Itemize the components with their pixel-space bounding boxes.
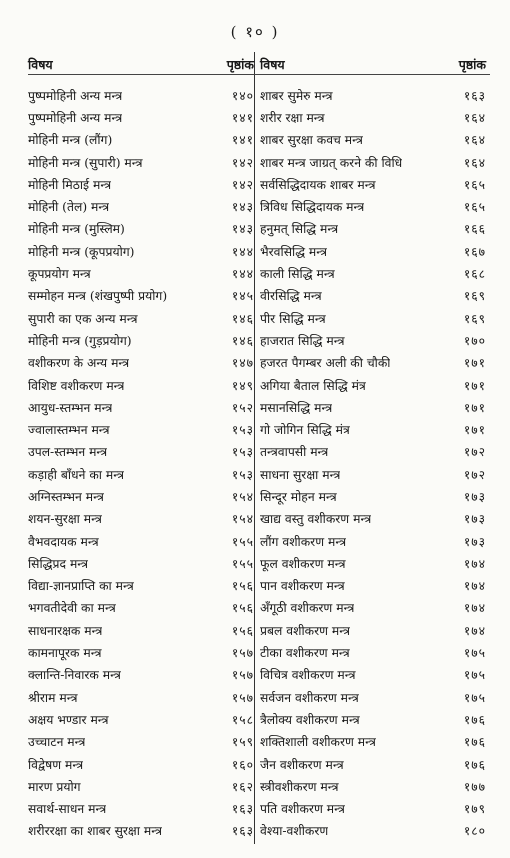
toc-entry: [28, 441, 254, 463]
toc-entry: [260, 463, 486, 485]
entry-page: १५५: [231, 534, 254, 549]
entry-title: सर्वजन वशीकरण मन्त्र: [260, 690, 359, 705]
entry-title: साधनारक्षक मन्त्र: [28, 623, 103, 638]
entry-title: ज्वालास्तम्भन मन्त्र: [28, 423, 110, 438]
entry-title: हजरत पैगम्बर अली की चौकी: [260, 356, 391, 371]
entry-title: वैभवदायक मन्त्र: [28, 534, 99, 549]
entry-title: मोहिनी मन्त्र (गुड़प्रयोग): [28, 333, 132, 348]
toc-entry: [28, 775, 254, 797]
entry-page: १७६: [463, 735, 486, 750]
entry-title: कड़ाही बाँधने का मन्त्र: [28, 467, 125, 482]
toc-entry: [260, 552, 486, 574]
entry-title: वीरसिद्धि मन्त्र: [260, 289, 322, 304]
entry-title: अगिया बैताल सिद्धि मंत्र: [260, 378, 366, 393]
entry-page: १७४: [463, 623, 486, 638]
toc-entry: [260, 641, 486, 663]
toc-entry: [28, 84, 254, 106]
entry-title: सवार्थ-साधन मन्त्र: [28, 802, 107, 817]
entry-page: १५५: [231, 556, 254, 571]
entry-title: मोहिनी मन्त्र (मुस्लिम): [28, 222, 125, 237]
toc-entry: [28, 552, 254, 574]
toc-entry: [260, 195, 486, 217]
toc-entry: [260, 820, 486, 842]
entry-title: हनुमत् सिद्धि मन्त्र: [260, 222, 339, 237]
entry-title: वशीकरण के अन्य मन्त्र: [28, 356, 130, 371]
entry-page: १६४: [463, 155, 486, 170]
toc-entry: [260, 619, 486, 641]
entry-title: अग्निस्तम्भन मन्त्र: [28, 489, 104, 504]
toc-entry: [28, 307, 254, 329]
entry-title: साधना सुरक्षा मन्त्र: [260, 467, 341, 482]
toc-entry: [28, 396, 254, 418]
toc-entry: [260, 396, 486, 418]
entry-title: जैन वशीकरण मन्त्र: [260, 757, 344, 772]
subject-heading: विषय: [28, 56, 53, 72]
entry-title: सर्वसिद्धिदायक शाबर मन्त्र: [260, 177, 376, 192]
toc-entry: [28, 240, 254, 262]
toc-entry: [28, 173, 254, 195]
entry-page: १७४: [463, 579, 486, 594]
entry-page: १७३: [463, 512, 486, 527]
entry-page: १४६: [231, 333, 254, 348]
entry-title: सिन्दूर मोहन मन्त्र: [260, 489, 337, 504]
entry-page: १४६: [231, 311, 254, 326]
entry-page: १७५: [463, 668, 486, 683]
entry-page: १४०: [231, 88, 254, 103]
entry-title: कूपप्रयोग मन्त्र: [28, 267, 91, 282]
entry-title: प्रबल वशीकरण मन्त्र: [260, 623, 351, 638]
entry-page: १६०: [231, 757, 254, 772]
entry-page: १५६: [231, 579, 254, 594]
toc-entry: [260, 775, 486, 797]
toc-entry: [28, 262, 254, 284]
toc-entry: [260, 530, 486, 552]
entry-page: १७६: [463, 712, 486, 727]
entry-page: १४५: [231, 289, 254, 304]
toc-entry: [28, 106, 254, 128]
entry-page: १६२: [231, 779, 254, 794]
left-column: [28, 54, 254, 842]
toc-entry: [260, 485, 486, 507]
toc-entry: [260, 575, 486, 597]
entry-title: मारण प्रयोग: [28, 779, 81, 794]
entry-title: मोहिनी मन्त्र (लौंग): [28, 133, 113, 148]
entry-page: १४७: [231, 356, 254, 371]
right-column: [260, 54, 486, 842]
toc-entry: [28, 218, 254, 240]
entry-title: फूल वशीकरण मन्त्र: [260, 556, 346, 571]
entry-title: भैरवसिद्धि मन्त्र: [260, 244, 328, 259]
entry-title: उपल-स्तम्भन मन्त्र: [28, 445, 108, 460]
toc-entry: [28, 285, 254, 307]
entry-page: १४२: [231, 155, 254, 170]
toc-entry: [28, 686, 254, 708]
entry-title: श्रीराम मन्त्र: [28, 690, 78, 705]
toc-entry: [28, 753, 254, 775]
entry-title: उच्चाटन मन्त्र: [28, 735, 86, 750]
toc-entry: [28, 798, 254, 820]
entry-page: १७४: [463, 601, 486, 616]
toc-entry: [28, 708, 254, 730]
entry-page: १४२: [231, 177, 254, 192]
toc-entry: [28, 485, 254, 507]
entry-page: १६३: [231, 824, 254, 839]
entry-page: १७५: [463, 690, 486, 705]
entry-page: १५७: [231, 646, 254, 661]
entry-page: १४३: [231, 200, 254, 215]
entry-page: १७४: [463, 556, 486, 571]
toc-entry: [260, 753, 486, 775]
entry-title: शरीर रक्षा मन्त्र: [260, 110, 325, 125]
toc-entry: [260, 418, 486, 440]
toc-entry: [260, 218, 486, 240]
entry-page: १७५: [463, 646, 486, 661]
toc-entry: [28, 418, 254, 440]
toc-entry: [28, 641, 254, 663]
entry-title: तन्त्रवापसी मन्त्र: [260, 445, 329, 460]
toc-entry: [28, 352, 254, 374]
left-entries: [28, 84, 254, 842]
right-column-header: [260, 54, 486, 74]
toc-entry: [260, 151, 486, 173]
entry-page: १५६: [231, 623, 254, 638]
toc-entry: [28, 508, 254, 530]
entry-title: खाद्य वस्तु वशीकरण मन्त्र: [260, 512, 372, 527]
entry-title: काली सिद्धि मन्त्र: [260, 267, 335, 282]
entry-title: त्रिविध सिद्धिदायक मन्त्र: [260, 200, 365, 215]
toc-entry: [28, 129, 254, 151]
entry-title: विद्वेषण मन्त्र: [28, 757, 84, 772]
entry-page: १७२: [463, 445, 486, 460]
toc-entry: [260, 664, 486, 686]
right-entries: [260, 84, 486, 842]
entry-title: शाबर सुरक्षा कवच मन्त्र: [260, 133, 363, 148]
entry-title: पीर सिद्धि मन्त्र: [260, 311, 326, 326]
entry-page: १६९: [463, 311, 486, 326]
toc-entry: [260, 240, 486, 262]
entry-page: १४४: [231, 267, 254, 282]
toc-entry: [260, 106, 486, 128]
entry-page: १५३: [231, 467, 254, 482]
entry-page: १६४: [463, 110, 486, 125]
entry-page: १५२: [231, 400, 254, 415]
toc-entry: [260, 374, 486, 396]
entry-title: कामनापूरक मन्त्र: [28, 646, 102, 661]
entry-page: १५४: [231, 512, 254, 527]
entry-page: १६६: [463, 222, 486, 237]
entry-page: १४३: [231, 222, 254, 237]
entry-page: १७६: [463, 757, 486, 772]
entry-title: अक्षय भण्डार मन्त्र: [28, 712, 109, 727]
entry-page: १५३: [231, 423, 254, 438]
toc-entry: [260, 352, 486, 374]
entry-page: १४१: [231, 133, 254, 148]
entry-page: १७१: [463, 423, 486, 438]
entry-title: सम्मोहन मन्त्र (शंखपुष्पी प्रयोग): [28, 289, 168, 304]
toc-entry: [260, 597, 486, 619]
entry-title: मोहिनी मिठाई मन्त्र: [28, 177, 112, 192]
entry-title: हाजरात सिद्धि मन्त्र: [260, 333, 345, 348]
entry-page: १६३: [463, 88, 486, 103]
entry-title: त्रैलोक्य वशीकरण मन्त्र: [260, 712, 360, 727]
entry-title: विचित्र वशीकरण मन्त्र: [260, 668, 356, 683]
entry-title: वेश्या-वशीकरण: [260, 824, 329, 839]
entry-page: १६३: [231, 802, 254, 817]
toc-entry: [260, 129, 486, 151]
toc-entry: [28, 530, 254, 552]
toc-entry: [28, 195, 254, 217]
entry-title: सिद्धिप्रद मन्त्र: [28, 556, 89, 571]
toc-entry: [260, 84, 486, 106]
entry-page: १५३: [231, 445, 254, 460]
entry-page: १४४: [231, 244, 254, 259]
entry-page: १७३: [463, 534, 486, 549]
entry-page: १५६: [231, 601, 254, 616]
entry-page: १६७: [463, 244, 486, 259]
entry-title: शाबर सुमेरु मन्त्र: [260, 88, 333, 103]
toc-entry: [28, 820, 254, 842]
entry-title: शक्तिशाली वशीकरण मन्त्र: [260, 735, 376, 750]
entry-title: मोहिनी मन्त्र (सुपारी) मन्त्र: [28, 155, 143, 170]
page-heading: पृष्ठांक: [226, 56, 254, 72]
entry-title: सुपारी का एक अन्य मन्त्र: [28, 311, 138, 326]
entry-page: १५८: [231, 712, 254, 727]
entry-page: १६४: [463, 133, 486, 148]
toc-entry: [260, 285, 486, 307]
toc-entry: [260, 441, 486, 463]
entry-page: १७९: [463, 802, 486, 817]
toc-entry: [260, 798, 486, 820]
entry-page: १४१: [231, 110, 254, 125]
toc-entry: [28, 575, 254, 597]
entry-page: १६५: [463, 177, 486, 192]
entry-title: मोहिनी मन्त्र (कूपप्रयोग): [28, 244, 135, 259]
toc-entry: [28, 731, 254, 753]
entry-title: विशिष्ट वशीकरण मन्त्र: [28, 378, 125, 393]
toc-entry: [260, 508, 486, 530]
entry-title: क्लान्ति-निवारक मन्त्र: [28, 668, 121, 683]
page-number: ( १० ): [230, 23, 280, 41]
entry-page: १५७: [231, 668, 254, 683]
toc-entry: [260, 686, 486, 708]
toc-entry: [260, 307, 486, 329]
entry-title: शाबर मन्त्र जाग्रत् करने की विधि: [260, 155, 403, 170]
entry-page: १५९: [231, 735, 254, 750]
toc-entry: [260, 262, 486, 284]
toc-entry: [260, 173, 486, 195]
entry-page: १५७: [231, 690, 254, 705]
toc-entry: [28, 329, 254, 351]
entry-title: अँगूठी वशीकरण मन्त्र: [260, 601, 355, 616]
entry-title: टीका वशीकरण मन्त्र: [260, 646, 350, 661]
page-heading: पृष्ठांक: [458, 56, 486, 72]
entry-title: पति वशीकरण मन्त्र: [260, 802, 345, 817]
toc-entry: [260, 329, 486, 351]
toc-entry: [28, 597, 254, 619]
entry-page: १७२: [463, 467, 486, 482]
toc-entry: [28, 463, 254, 485]
entry-title: पान वशीकरण मन्त्र: [260, 579, 345, 594]
toc-entry: [28, 374, 254, 396]
entry-page: १८०: [463, 824, 486, 839]
entry-page: १७३: [463, 489, 486, 504]
entry-title: विद्या-ज्ञानप्राप्ति का मन्त्र: [28, 579, 134, 594]
entry-title: पुष्पमोहिनी अन्य मन्त्र: [28, 88, 123, 103]
toc-entry: [28, 664, 254, 686]
entry-title: भगवतीदेवी का मन्त्र: [28, 601, 116, 616]
entry-title: मोहिनी (तेल) मन्त्र: [28, 200, 110, 215]
entry-title: स्त्रीवशीकरण मन्त्र: [260, 779, 339, 794]
entry-page: १७१: [463, 356, 486, 371]
toc-entry: [28, 151, 254, 173]
toc-entry: [260, 708, 486, 730]
entry-page: १७७: [463, 779, 486, 794]
entry-title: शयन-सुरक्षा मन्त्र: [28, 512, 102, 527]
entry-page: १५४: [231, 489, 254, 504]
toc-entry: [28, 619, 254, 641]
column-divider: [254, 52, 255, 844]
left-column-header: [28, 54, 254, 74]
entry-page: १६९: [463, 289, 486, 304]
entry-title: पुष्पमोहिनी अन्य मन्त्र: [28, 110, 123, 125]
entry-page: १४९: [231, 378, 254, 393]
subject-heading: विषय: [260, 56, 285, 72]
entry-title: गो जोगिन सिद्धि मंत्र: [260, 423, 350, 438]
entry-page: १६८: [463, 267, 486, 282]
entry-page: १७१: [463, 400, 486, 415]
entry-title: लौंग वशीकरण मन्त्र: [260, 534, 347, 549]
entry-page: १७०: [463, 333, 486, 348]
entry-page: १६५: [463, 200, 486, 215]
entry-title: शरीररक्षा का शाबर सुरक्षा मन्त्र: [28, 824, 162, 839]
entry-title: मसानसिद्धि मन्त्र: [260, 400, 333, 415]
entry-page: १७१: [463, 378, 486, 393]
entry-title: आयुध-स्तम्भन मन्त्र: [28, 400, 113, 415]
toc-entry: [260, 731, 486, 753]
